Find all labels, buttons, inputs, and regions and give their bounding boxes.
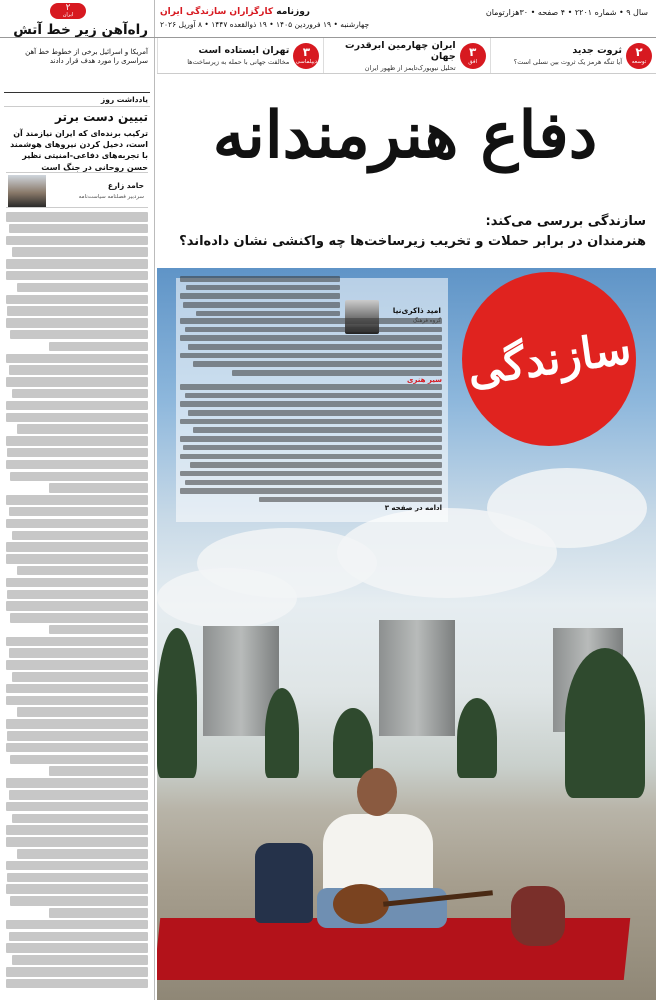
text-line (17, 849, 148, 859)
text-line (17, 707, 148, 717)
text-line (193, 361, 442, 367)
text-line (183, 445, 442, 451)
text-line (188, 344, 442, 350)
page-tag-num: ۲ (65, 3, 71, 13)
text-line (12, 389, 148, 399)
text-line (6, 377, 148, 387)
masthead (0, 0, 656, 38)
text-line (6, 861, 148, 871)
text-line (6, 318, 148, 328)
text-line (49, 342, 148, 352)
text-line (6, 271, 148, 281)
text-line (12, 955, 148, 965)
text-line (9, 790, 148, 800)
teaser-subtitle: تحلیل نیویورک‌تایمز از ظهور ایران (364, 63, 456, 72)
text-line (12, 247, 148, 257)
column-lead: ترکیب برنده‌ای که ایران نیازمند آن است، دخیل کردن نیروهای هوشمند با تجربه‌های دفاعی-امنیتی نظیر حسن روحانی در جنگ است (10, 129, 148, 172)
teaser-page-badge: ۳ دیپلماسی (293, 43, 319, 69)
text-line (6, 943, 148, 953)
text-line (49, 625, 148, 635)
teaser-strip (157, 38, 656, 74)
text-line (180, 318, 442, 324)
article-body-text (180, 318, 442, 379)
text-line (6, 778, 148, 788)
text-line (190, 462, 442, 468)
text-line (6, 554, 148, 564)
text-line (180, 384, 442, 390)
text-line (49, 483, 148, 493)
text-line (7, 306, 148, 316)
text-line (6, 401, 148, 411)
text-line (17, 566, 148, 576)
issue-date: چهارشنبه • ۱۹ فروردین ۱۴۰۵ • ۱۹ ذوالقعده ۱۴۴۷ • ۸ آوریل ۲۰۲۶ (160, 20, 370, 29)
text-line (183, 302, 340, 308)
text-line (12, 672, 148, 682)
text-line (9, 648, 148, 658)
text-line (6, 542, 148, 552)
text-line (180, 454, 442, 460)
text-line (17, 283, 148, 293)
text-line (9, 507, 148, 517)
teaser-item[interactable] (157, 38, 323, 73)
text-line (6, 495, 148, 505)
section-label: یادداشت روز (4, 92, 150, 107)
sazandegi-logo (462, 272, 636, 446)
dek: هنرمندان در برابر حملات و تخریب زیرساخت‌ها چه واکنشی نشان داده‌اند؟ (179, 234, 646, 249)
text-line (6, 236, 148, 246)
text-line (180, 401, 442, 407)
text-line (6, 967, 148, 977)
teaser-title: تهران ایستاده است (198, 45, 290, 56)
text-line (6, 719, 148, 729)
text-line (6, 825, 148, 835)
left-headline[interactable]: راه‌آهن زیر خط آتش (13, 22, 148, 38)
text-line (6, 295, 148, 305)
text-line (10, 896, 148, 906)
author-box (6, 172, 148, 208)
text-line (6, 696, 148, 706)
author-role: سردبیر فصلنامه سیاست‌نامه (78, 194, 144, 200)
text-line (6, 436, 148, 446)
text-line (6, 413, 148, 423)
text-line (185, 327, 442, 333)
continued-link[interactable]: ادامه در صفحه ۳ (384, 504, 442, 512)
paper-prefix: روزنامه (276, 7, 310, 17)
text-line (6, 354, 148, 364)
text-line (232, 370, 442, 376)
text-line (6, 884, 148, 894)
text-line (6, 601, 148, 611)
article-author-name: امید ذاکری‌نیا (392, 306, 441, 315)
column-title[interactable]: تبیین دست برتر (55, 110, 148, 124)
text-line (49, 766, 148, 776)
text-line (9, 365, 148, 375)
issue-info: سال ۹ • شماره ۲۲۰۱ • ۴ صفحه • ۳۰هزارتومان (485, 7, 648, 17)
text-line (17, 424, 148, 434)
text-line (6, 519, 148, 529)
text-line (6, 837, 148, 847)
text-line (7, 731, 148, 741)
paper-tagline: کارگزاران سازندگی ایران (160, 7, 274, 17)
text-line (6, 460, 148, 470)
text-line (180, 419, 442, 425)
kicker: سازندگی بررسی می‌کند: (485, 214, 646, 229)
text-line (6, 802, 148, 812)
masthead-top-row (160, 5, 648, 19)
text-line (9, 932, 148, 942)
left-column-body-text (6, 212, 148, 992)
text-line (49, 908, 148, 918)
text-line (186, 285, 340, 291)
text-line (193, 427, 442, 433)
text-line (180, 471, 442, 477)
teaser-title: ایران چهارمین ابرقدرت جهان (345, 39, 456, 62)
text-line (10, 613, 148, 623)
main-headline[interactable]: دفاع هنرمندانه (212, 98, 598, 173)
text-line (6, 637, 148, 647)
text-line (185, 480, 442, 486)
paper-name (160, 7, 310, 17)
teaser-title: ثروت جدید (572, 45, 622, 56)
text-line (180, 488, 442, 494)
text-line (259, 497, 442, 503)
text-line (10, 330, 148, 340)
text-line (7, 873, 148, 883)
logo-text: سازندگی (464, 322, 634, 396)
text-line (180, 353, 442, 359)
text-line (180, 276, 340, 282)
teaser-subtitle: آیا تنگه هرمز یک ثروت بین نسلی است؟ (513, 58, 622, 66)
author-name: حامد زارع (107, 181, 144, 190)
text-line (6, 660, 148, 670)
text-line (196, 311, 340, 317)
text-line (6, 578, 148, 588)
text-line (6, 920, 148, 930)
article-subsection-label: سیر هنری (406, 376, 442, 384)
teaser-item[interactable] (323, 38, 489, 73)
text-line (10, 755, 148, 765)
text-line (180, 293, 340, 299)
text-line (12, 814, 148, 824)
text-line (6, 979, 148, 989)
text-line (6, 259, 148, 269)
author-photo (8, 175, 46, 207)
teaser-page-badge: ۳ افق (460, 43, 486, 69)
text-line (12, 531, 148, 541)
text-line (180, 335, 442, 341)
page-tag-label: ایران (62, 12, 74, 18)
article-body-text (180, 384, 442, 506)
text-line (6, 743, 148, 753)
left-subhead: آمریکا و اسرائیل برخی از خطوط خط آهن سراسری را مورد هدف قرار دادند (25, 48, 148, 66)
text-line (6, 212, 148, 222)
teaser-subtitle: مخالفت جهانی با حمله به زیرساخت‌ها (187, 58, 290, 66)
text-line (6, 684, 148, 694)
text-line (185, 393, 442, 399)
text-line (188, 410, 442, 416)
text-line (180, 436, 442, 442)
article-body-text (180, 276, 340, 319)
left-column (0, 0, 155, 1000)
teaser-item[interactable] (490, 38, 656, 73)
text-line (7, 590, 148, 600)
text-line (7, 448, 148, 458)
text-line (9, 224, 148, 234)
text-line (10, 472, 148, 482)
teaser-page-badge: ۲ توسعه (626, 43, 652, 69)
